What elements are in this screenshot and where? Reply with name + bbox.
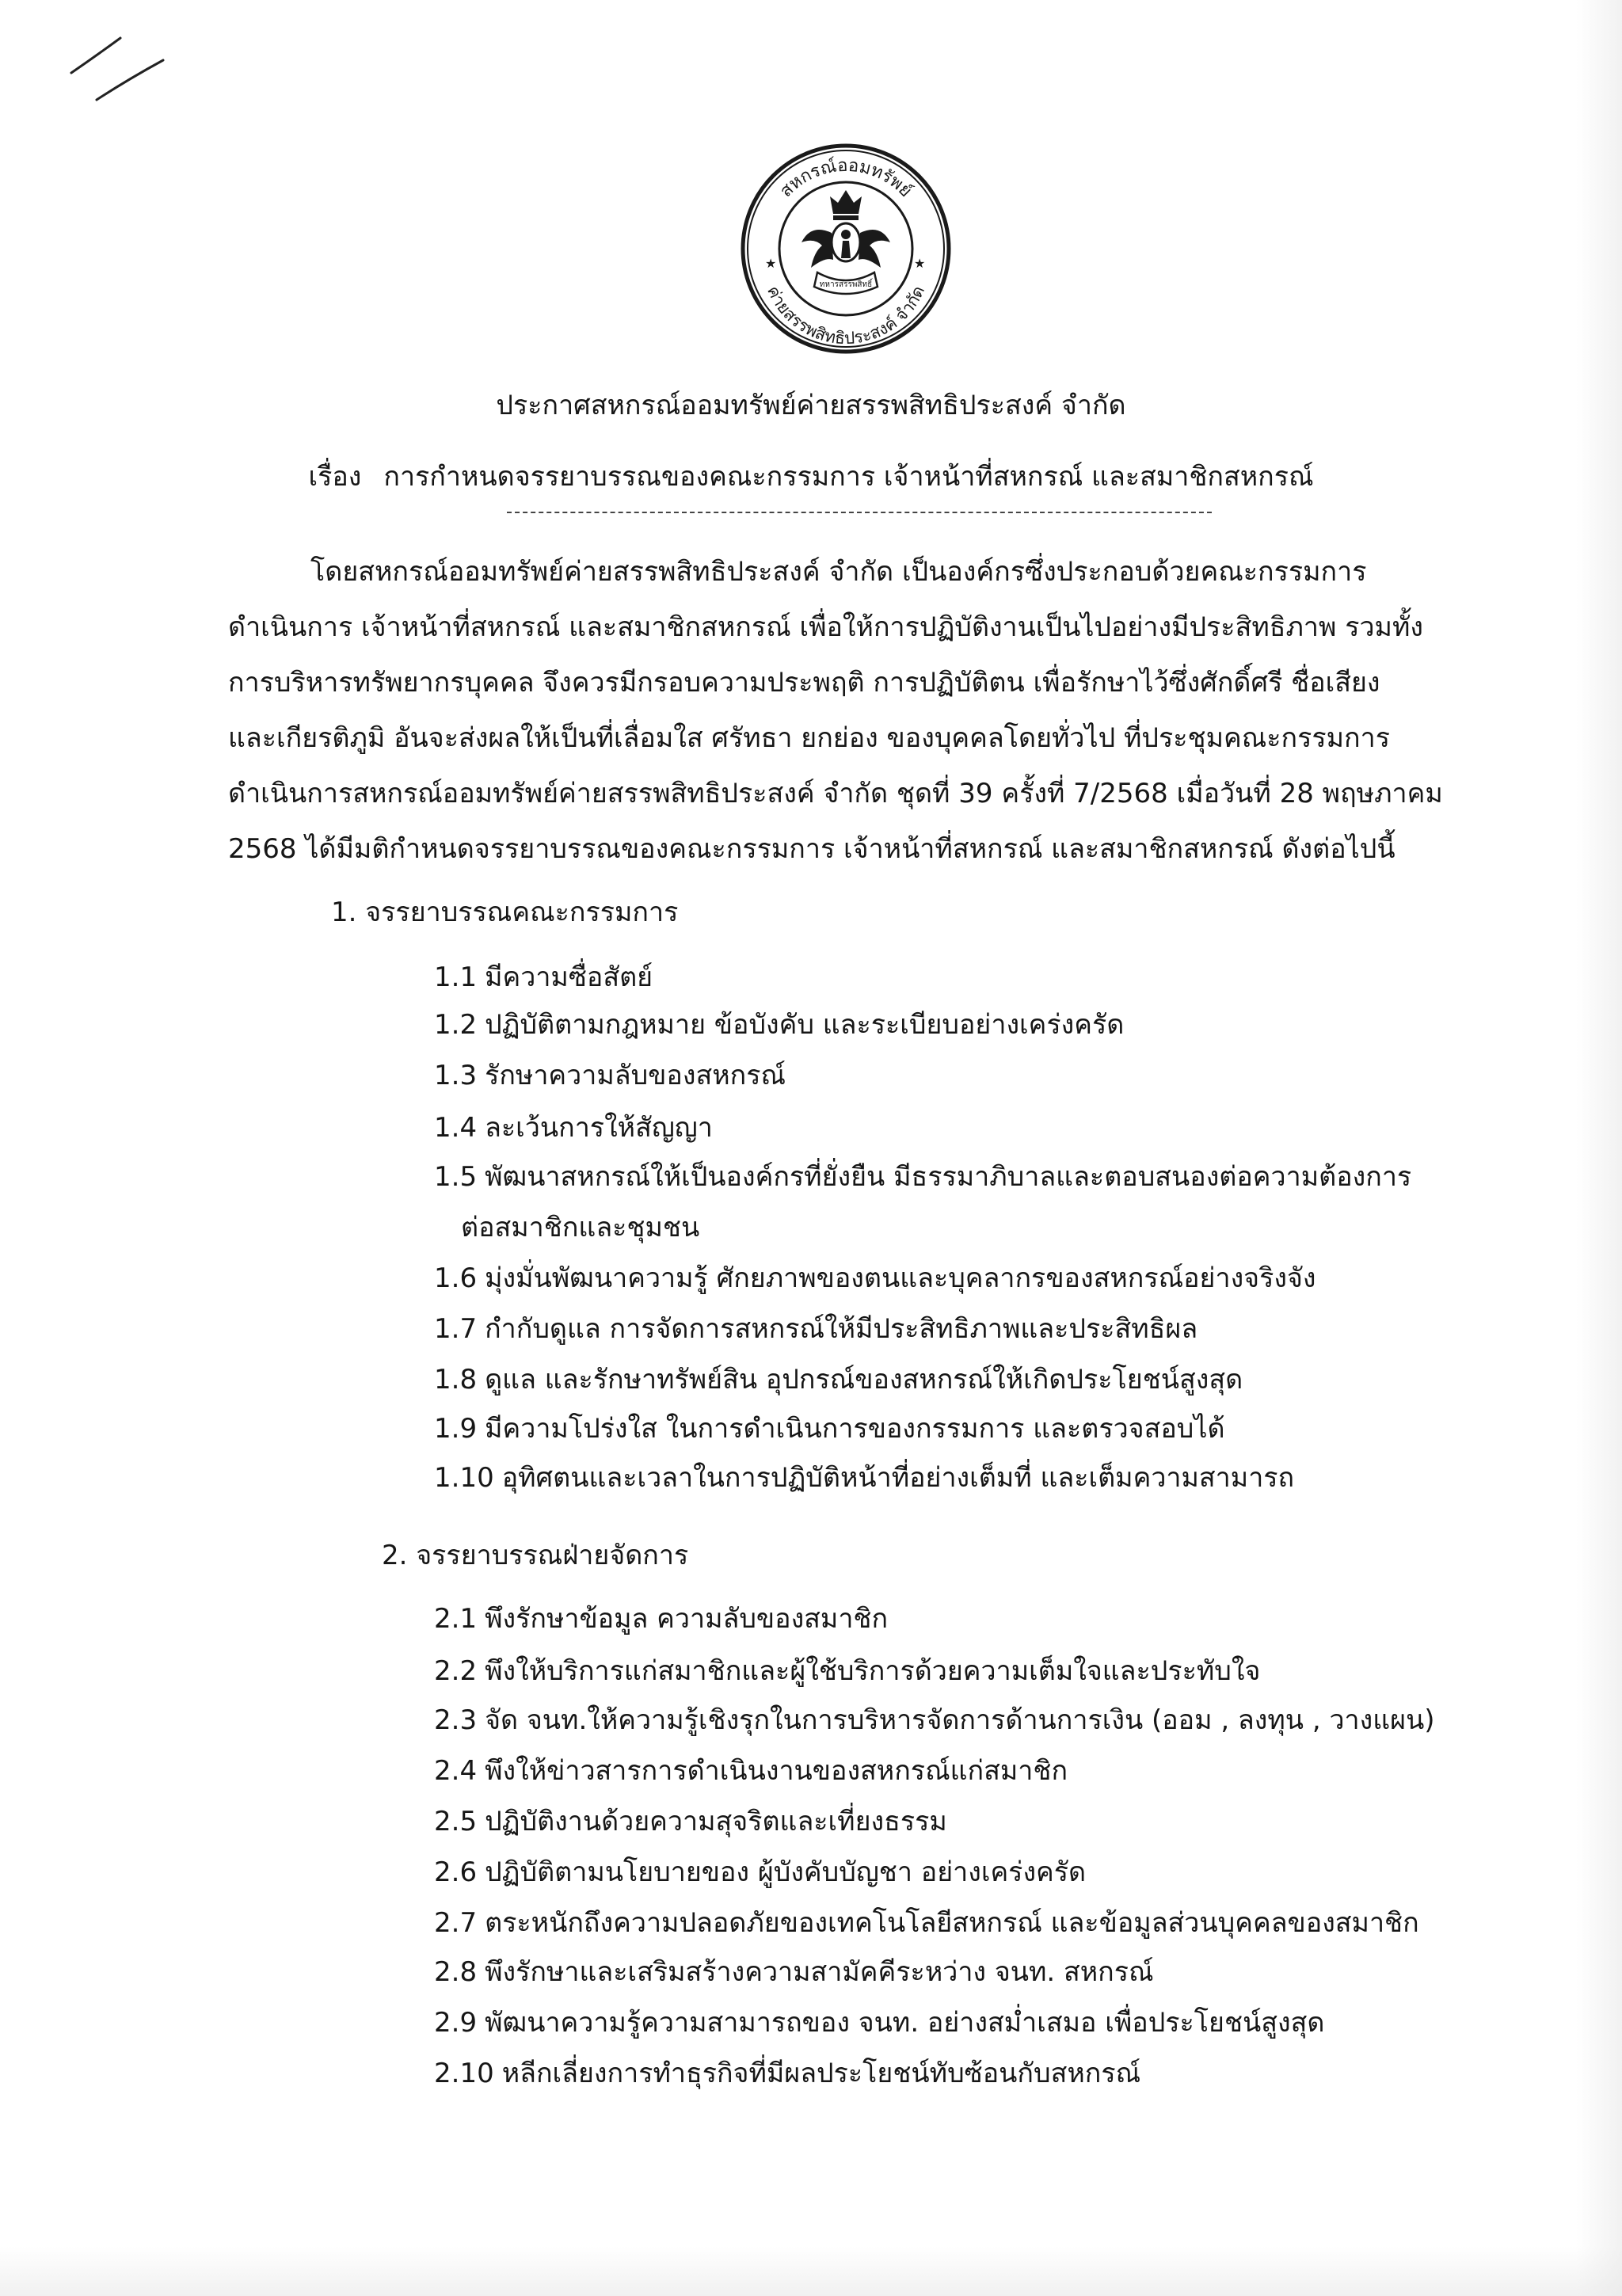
section-heading-board-ethics: 1. จรรยาบรรณคณะกรรมการ bbox=[331, 897, 679, 928]
list-item bbox=[434, 1057, 786, 1095]
list-item bbox=[434, 1853, 1086, 1891]
subject-label: เรื่อง bbox=[308, 461, 362, 493]
list-item bbox=[434, 1904, 1419, 1942]
item-number: 1.8 bbox=[434, 1364, 478, 1395]
list-item-continuation: ต่อสมาชิกและชุมชน bbox=[461, 1212, 700, 1243]
subject-text: การกำหนดจรรยาบรรณของคณะกรรมการ เจ้าหน้าที่สหกรณ์ และสมาชิกสหกรณ์ bbox=[383, 461, 1314, 493]
item-text: มีความโปร่งใส ในการดำเนินการของกรรมการ และตรวจสอบได้ bbox=[485, 1413, 1225, 1445]
list-item bbox=[434, 2054, 1140, 2092]
scan-right-edge bbox=[1576, 0, 1622, 2296]
item-number: 1.5 bbox=[434, 1161, 478, 1193]
item-number: 1.9 bbox=[434, 1413, 478, 1445]
list-item bbox=[434, 1006, 1124, 1044]
item-number: 2.2 bbox=[434, 1655, 478, 1687]
list-item bbox=[434, 1752, 1068, 1790]
item-number: 1.10 bbox=[434, 1462, 494, 1494]
announcement-title: ประกาศสหกรณ์ออมทรัพย์ค่ายสรรพสิทธิประสงค์ จำกัด bbox=[496, 390, 1126, 421]
item-text: พึงรักษาข้อมูล ความลับของสมาชิก bbox=[485, 1603, 889, 1635]
list-item bbox=[434, 1803, 947, 1841]
item-text: มีความซื่อสัตย์ bbox=[485, 961, 653, 993]
list-item bbox=[434, 1652, 1260, 1690]
cooperative-seal-logo bbox=[738, 141, 954, 356]
item-number: 2.9 bbox=[434, 2007, 478, 2039]
item-text: หลีกเลี่ยงการทำธุรกิจที่มีผลประโยชน์ทับซ้อนกับสหกรณ์ bbox=[501, 2058, 1141, 2089]
item-text: ปฏิบัติงานด้วยความสุจริตและเที่ยงธรรม bbox=[485, 1806, 947, 1837]
item-text: ตระหนักถึงความปลอดภัยของเทคโนโลยีสหกรณ์ และข้อมูลส่วนบุคคลของสมาชิก bbox=[485, 1907, 1419, 1939]
item-number: 1.2 bbox=[434, 1009, 478, 1041]
item-number: 2.1 bbox=[434, 1603, 478, 1635]
item-number: 1.1 bbox=[434, 961, 478, 993]
item-text: พึงรักษาและเสริมสร้างความสามัคคีระหว่าง จนท. สหกรณ์ bbox=[485, 1956, 1154, 1988]
item-text: กำกับดูแล การจัดการสหกรณ์ให้มีประสิทธิภาพและประสิทธิผล bbox=[485, 1313, 1198, 1345]
scan-bottom-edge bbox=[0, 2246, 1622, 2296]
handwritten-slash-mark bbox=[65, 32, 168, 103]
item-text: มุ่งมั่นพัฒนาความรู้ ศักยภาพของตนและบุคลากรของสหกรณ์อย่างจริงจัง bbox=[485, 1262, 1316, 1294]
list-item bbox=[434, 1410, 1225, 1448]
item-number: 1.4 bbox=[434, 1112, 478, 1144]
intro-line: โดยสหกรณ์ออมทรัพย์ค่ายสรรพสิทธิประสงค์ จำกัด เป็นองค์กรซึ่งประกอบด้วยคณะกรรมการ bbox=[310, 556, 1367, 588]
item-number: 2.8 bbox=[434, 1956, 478, 1988]
seal-ribbon-text: ทหารสรรพสิทธิ์ bbox=[819, 280, 873, 289]
item-text: รักษาความลับของสหกรณ์ bbox=[485, 1060, 786, 1091]
section-heading-management-ethics: 2. จรรยาบรรณฝ่ายจัดการ bbox=[382, 1540, 689, 1571]
dashed-divider bbox=[507, 512, 1212, 513]
announcement-subject bbox=[0, 458, 1622, 496]
seal-top-text: สหกรณ์ออมทรัพย์ bbox=[776, 155, 916, 202]
list-item bbox=[434, 1310, 1197, 1348]
list-item bbox=[434, 1701, 1435, 1739]
list-item bbox=[434, 1953, 1154, 1991]
item-text: ละเว้นการให้สัญญา bbox=[485, 1112, 713, 1144]
list-item bbox=[434, 1109, 713, 1147]
seal-bottom-text: ค่ายสรรพสิทธิประสงค์ จำกัด bbox=[763, 283, 929, 348]
item-text: ปฏิบัติตามนโยบายของ ผู้บังคับบัญชา อย่างเคร่งครัด bbox=[485, 1856, 1087, 1888]
intro-line: และเกียรติภูมิ อันจะส่งผลให้เป็นที่เลื่อมใส ศรัทธา ยกย่อง ของบุคคลโดยทั่วไป ที่ประชุมคณะกรรมการ bbox=[228, 722, 1390, 754]
item-number: 2.5 bbox=[434, 1806, 478, 1837]
item-number: 2.10 bbox=[434, 2058, 494, 2089]
item-number: 2.7 bbox=[434, 1907, 478, 1939]
intro-line: ดำเนินการสหกรณ์ออมทรัพย์ค่ายสรรพสิทธิประสงค์ จำกัด ชุดที่ 39 ครั้งที่ 7/2568 เมื่อวันที่ 28 พฤษภาคม bbox=[228, 778, 1443, 809]
list-item bbox=[434, 1158, 1411, 1196]
item-text: ดูแล และรักษาทรัพย์สิน อุปกรณ์ของสหกรณ์ให้เกิดประโยชน์สูงสุด bbox=[485, 1364, 1243, 1395]
item-text: จัด จนท.ให้ความรู้เชิงรุกในการบริหารจัดการด้านการเงิน (ออม , ลงทุน , วางแผน) bbox=[485, 1704, 1435, 1736]
item-text: อุทิศตนและเวลาในการปฏิบัติหน้าที่อย่างเต็มที่ และเต็มความสามารถ bbox=[501, 1462, 1295, 1494]
item-number: 1.6 bbox=[434, 1262, 478, 1294]
intro-line: 2568 ได้มีมติกำหนดจรรยาบรรณของคณะกรรมการ เจ้าหน้าที่สหกรณ์ และสมาชิกสหกรณ์ ดังต่อไปนี้ bbox=[228, 833, 1395, 865]
item-number: 2.4 bbox=[434, 1755, 478, 1787]
list-item bbox=[434, 1259, 1315, 1297]
svg-text:★: ★ bbox=[914, 256, 926, 271]
intro-line: ดำเนินการ เจ้าหน้าที่สหกรณ์ และสมาชิกสหกรณ์ เพื่อให้การปฏิบัติงานเป็นไปอย่างมีประสิทธิภาพ รวมทั้ง bbox=[228, 611, 1423, 643]
list-item bbox=[434, 2004, 1325, 2042]
item-number: 2.3 bbox=[434, 1704, 478, 1736]
item-text: พึงให้บริการแก่สมาชิกและผู้ใช้บริการด้วยความเต็มใจและประทับใจ bbox=[485, 1655, 1261, 1687]
list-item bbox=[434, 958, 653, 996]
list-item bbox=[434, 1600, 888, 1638]
intro-line: การบริหารทรัพยากรบุคคล จึงควรมีกรอบความประพฤติ การปฏิบัติตน เพื่อรักษาไว้ซึ่งศักดิ์ศรี ชื่อเสียง bbox=[228, 667, 1380, 699]
item-text: ปฏิบัติตามกฎหมาย ข้อบังคับ และระเบียบอย่างเคร่งครัด bbox=[485, 1009, 1125, 1041]
list-item bbox=[434, 1459, 1294, 1497]
list-item bbox=[434, 1361, 1243, 1399]
item-number: 2.6 bbox=[434, 1856, 478, 1888]
item-number: 1.3 bbox=[434, 1060, 478, 1091]
item-text: พัฒนาสหกรณ์ให้เป็นองค์กรที่ยั่งยืน มีธรรมาภิบาลและตอบสนองต่อความต้องการ bbox=[485, 1161, 1412, 1193]
svg-text:★: ★ bbox=[765, 256, 777, 271]
item-text: พัฒนาความรู้ความสามารถของ จนท. อย่างสม่ำเสมอ เพื่อประโยชน์สูงสุด bbox=[485, 2007, 1325, 2039]
item-number: 1.7 bbox=[434, 1313, 478, 1345]
item-text: พึงให้ข่าวสารการดำเนินงานของสหกรณ์แก่สมาชิก bbox=[485, 1755, 1068, 1787]
